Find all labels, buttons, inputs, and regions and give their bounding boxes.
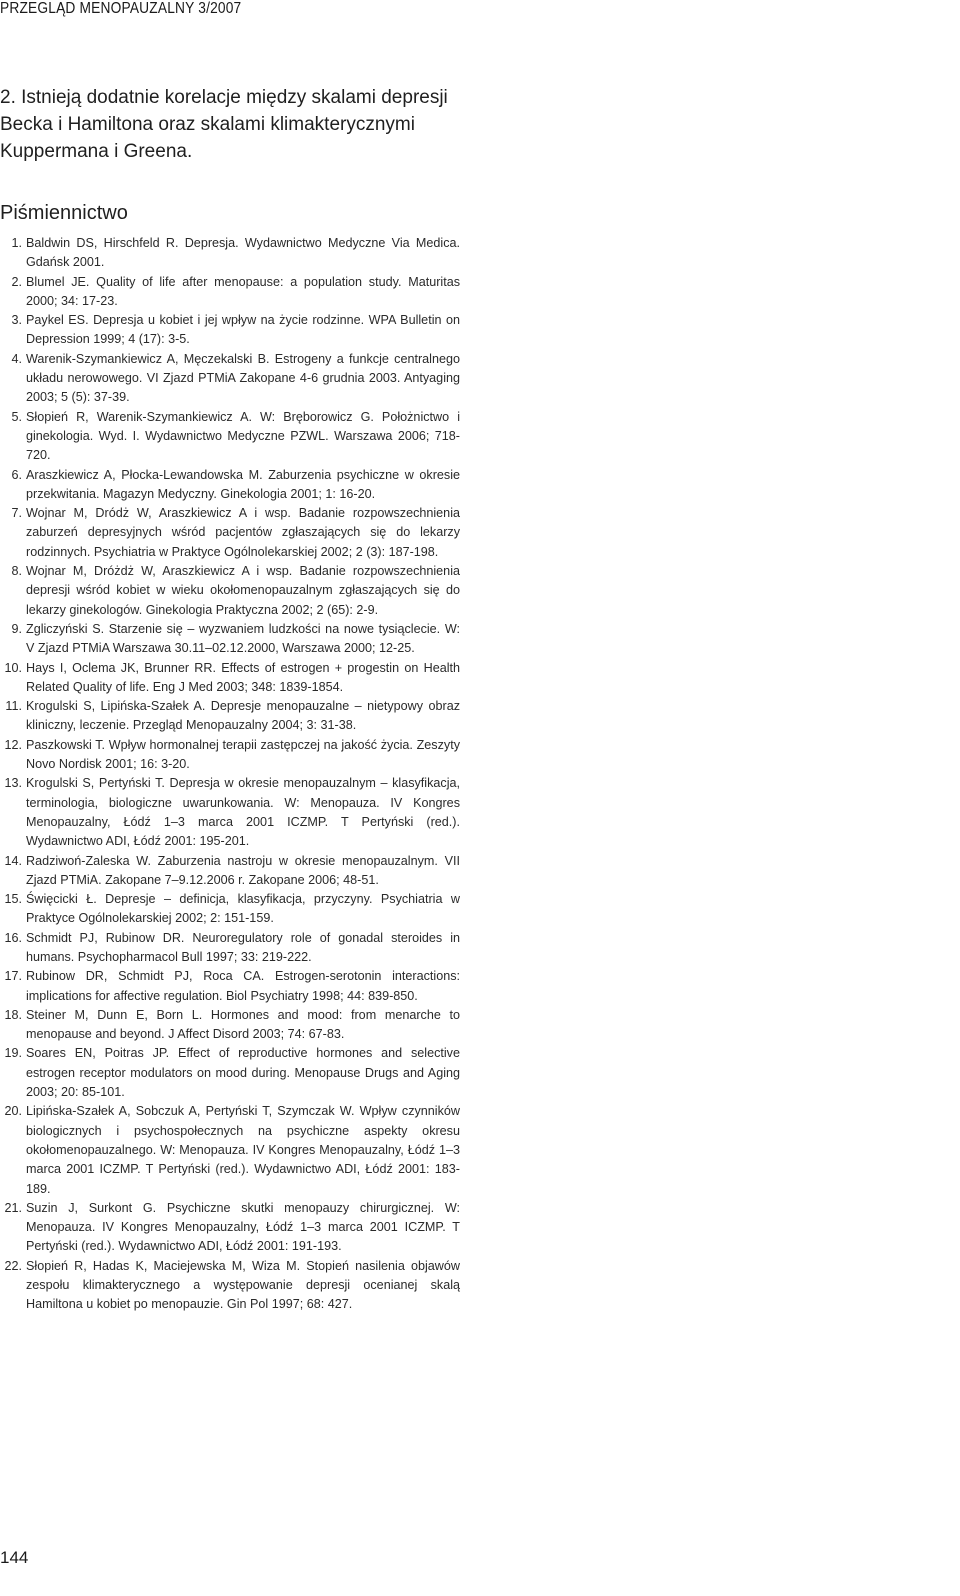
reference-text: Rubinow DR, Schmidt PJ, Roca CA. Estrogen-serotonin interactions: implications for affective regulation. Biol Psychiatry 1998; 44: 839-850. — [26, 969, 460, 1003]
reference-text: Blumel JE. Quality of life after menopause: a population study. Maturitas 2000; 34: 17-23. — [26, 274, 460, 308]
reference-item — [0, 350, 460, 408]
reference-item — [0, 1044, 460, 1102]
reference-text: Święcicki Ł. Depresje – definicja, klasyfikacja, przyczyny. Psychiatria w Praktyce Ogólnolekarskiej 2002; 2: 151-159. — [26, 892, 460, 926]
reference-text: Wojnar M, Dróżdż W, Araszkiewicz A i wsp. Badanie rozpowszechnienia depresji wśród kobiet w wieku okołomenopauzalnym zgłaszających się do lekarzy ginekologów. Ginekologia Praktyczna 2002; 2 (65): 2-9. — [26, 564, 460, 617]
reference-number: 11. — [5, 699, 22, 714]
reference-item — [0, 929, 460, 968]
reference-item — [0, 697, 460, 736]
reference-number: 17. — [4, 969, 22, 984]
reference-number: 22. — [4, 1258, 22, 1273]
reference-item — [0, 408, 460, 466]
reference-item — [0, 736, 460, 775]
bibliography-title: Piśmiennictwo — [0, 202, 128, 224]
reference-text: Słopień R, Hadas K, Maciejewska M, Wiza M. Stopień nasilenia objawów zespołu klimakterycznego a występowanie depresji ocenianej skalą Hamiltona u kobiet po menopauzie. Gin Pol 1997; 68: 427. — [26, 1258, 460, 1312]
reference-number: 20. — [4, 1104, 22, 1119]
reference-number: 16. — [4, 930, 22, 945]
reference-item — [0, 1006, 460, 1045]
reference-item — [0, 890, 460, 929]
reference-item — [0, 504, 460, 562]
reference-item — [0, 311, 460, 350]
reference-number: 4. — [11, 351, 22, 366]
reference-item — [0, 659, 460, 698]
reference-number: 15. — [4, 892, 22, 907]
reference-number: 12. — [4, 737, 22, 752]
reference-item — [0, 562, 460, 620]
reference-text: Słopień R, Warenik-Szymankiewicz A. W: Bręborowicz G. Położnictwo i ginekologia. Wyd. I. Wydawnictwo Medyczne PZWL. Warszawa 2006; 718-720. — [26, 409, 460, 463]
reference-number: 5. — [11, 409, 22, 424]
reference-number: 7. — [11, 506, 22, 521]
reference-item — [0, 234, 460, 273]
reference-text: Krogulski S, Lipińska-Szałek A. Depresje menopauzalne – nietypowy obraz kliniczny, leczenie. Przegląd Menopauzalny 2004; 3: 31-38. — [26, 699, 460, 733]
reference-text: Paszkowski T. Wpływ hormonalnej terapii zastępczej na jakość życia. Zeszyty Novo Nordisk 2001; 16: 3-20. — [26, 737, 460, 772]
reference-text: Krogulski S, Pertyński T. Depresja w okresie menopauzalnym – klasyfikacja, terminologia, biologiczne uwarunkowania. W: Menopauza. IV Kongres Menopauzalny, Łódź 1–3 marca 2001 ICZMP. T Pertyński (red.). Wydawnictwo ADI, Łódź 2001: 195-201. — [26, 776, 460, 849]
reference-text: Schmidt PJ, Rubinow DR. Neuroregulatory role of gonadal steroides in humans. Psychopharmacol Bull 1997; 33: 219-222. — [26, 930, 460, 964]
reference-text: Araszkiewicz A, Płocka-Lewandowska M. Zaburzenia psychiczne w okresie przekwitania. Magazyn Medyczny. Ginekologia 2001; 1: 16-20. — [26, 467, 460, 501]
reference-text: Suzin J, Surkont G. Psychiczne skutki menopauzy chirurgicznej. W: Menopauza. IV Kongres Menopauzalny, Łódź 1–3 marca 2001 ICZMP. T Pertyński (red.). Wydawnictwo ADI, Łódź 2001: 191-193. — [26, 1200, 460, 1254]
reference-item — [0, 620, 460, 659]
reference-item — [0, 466, 460, 505]
reference-number: 19. — [4, 1046, 22, 1061]
reference-item — [0, 1102, 460, 1198]
reference-number: 21. — [4, 1200, 22, 1215]
conclusion-paragraph: 2. Istnieją dodatnie korelacje między skalami depresji Becka i Hamiltona oraz skalami klimakterycznymi Kuppermana i Greena. — [0, 87, 448, 162]
reference-number: 8. — [11, 564, 22, 579]
reference-text: Paykel ES. Depresja u kobiet i jej wpływ na życie rodzinne. WPA Bulletin on Depression 1999; 4 (17): 3-5. — [26, 313, 460, 347]
reference-text: Warenik-Szymankiewicz A, Męczekalski B. Estrogeny a funkcje centralnego układu nerowowego. VI Zjazd PTMiA Zakopane 4-6 grudnia 2003. Antyaging 2003; 5 (5): 37-39. — [26, 351, 460, 405]
reference-text: Zgliczyński S. Starzenie się – wyzwaniem ludzkości na nowe tysiąclecie. W: V Zjazd PTMiA Warszawa 30.11–02.12.2000, Warszawa 2000; 12-25. — [26, 621, 460, 656]
reference-item — [0, 852, 460, 891]
reference-number: 3. — [11, 313, 22, 328]
reference-text: Wojnar M, Dródż W, Araszkiewicz A i wsp. Badanie rozpowszechnienia zaburzeń depresyjnych wśród pacjentów zgłaszających się do lekarzy rodzinnych. Psychiatria w Praktyce Ogólnolekarskiej 2002; 2 (3): 187-198. — [26, 506, 460, 559]
reference-number: 6. — [11, 467, 22, 482]
reference-text: Soares EN, Poitras JP. Effect of reproductive hormones and selective estrogen receptor modulators on mood during. Menopause Drugs and Aging 2003; 20: 85-101. — [26, 1046, 460, 1100]
reference-text: Hays I, Oclema JK, Brunner RR. Effects of estrogen + progestin on Health Related Quality of life. Eng J Med 2003; 348: 1839-1854. — [26, 660, 460, 694]
reference-item — [0, 1199, 460, 1257]
reference-text: Radziwoń-Zaleska W. Zaburzenia nastroju w okresie menopauzalnym. VII Zjazd PTMiA. Zakopane 7–9.12.2006 r. Zakopane 2006; 48-51. — [26, 853, 460, 887]
reference-list — [0, 234, 460, 1315]
reference-text: Baldwin DS, Hirschfeld R. Depresja. Wydawnictwo Medyczne Via Medica. Gdańsk 2001. — [26, 236, 460, 270]
reference-text: Lipińska-Szałek A, Sobczuk A, Pertyński T, Szymczak W. Wpływ czynników biologicznych i psychospołecznych na psychiczne aspekty okresu okołomenopauzalnego. W: Menopauza. IV Kongres Menopauzalny, Łódź 1–3 marca 2001 ICZMP. T Pertyński (red.). Wydawnictwo ADI, Łódź 2001: 183-189. — [26, 1104, 460, 1196]
reference-number: 14. — [4, 853, 22, 868]
reference-number: 2. — [11, 274, 22, 289]
reference-item — [0, 1257, 460, 1315]
journal-header: PRZEGLĄD MENOPAUZALNY 3/2007 — [0, 0, 242, 17]
reference-number: 10. — [4, 660, 22, 675]
reference-number: 9. — [11, 621, 22, 636]
reference-item — [0, 774, 460, 851]
page-number: 144 — [0, 1548, 29, 1567]
reference-number: 1. — [11, 236, 22, 250]
reference-number: 18. — [4, 1007, 22, 1022]
reference-text: Steiner M, Dunn E, Born L. Hormones and mood: from menarche to menopause and beyond. J Affect Disord 2003; 74: 67-83. — [26, 1007, 460, 1042]
reference-number: 13. — [4, 776, 22, 791]
reference-item — [0, 967, 460, 1006]
reference-item — [0, 273, 460, 312]
